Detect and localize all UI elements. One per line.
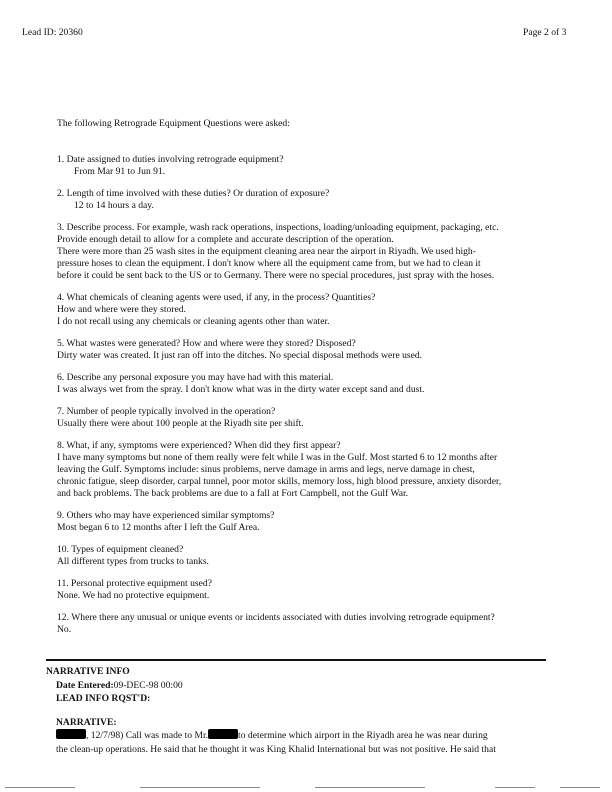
answer-text: No.: [57, 624, 72, 635]
answer-text: Dirty water was created. It just ran off into the ditches. No special disposal methods were used.: [57, 350, 423, 361]
date-entered-value: 09-DEC-98 00:00: [113, 679, 183, 691]
page-number: Page 2 of 3: [523, 27, 567, 38]
question-text: How and where were they stored.: [57, 304, 186, 315]
question-text: 9. Others who may have experienced similar symptoms?: [57, 510, 275, 521]
question-text: 7. Number of people typically involved in the operation?: [57, 406, 276, 417]
question-item: [57, 154, 597, 178]
lead-id: Lead ID: 20360: [22, 27, 83, 38]
answer-text: None. We had no protective equipment.: [57, 590, 210, 601]
question-item: [57, 544, 597, 568]
question-text: 1. Date assigned to duties involving retrograde equipment?: [57, 154, 284, 165]
question-text: 10. Types of equipment cleaned?: [57, 544, 184, 555]
questions-section: [57, 118, 597, 646]
question-item: [57, 406, 597, 430]
question-text: 3. Describe process. For example, wash rack operations, inspections, loading/unloading equipment, packaging, etc.: [57, 222, 499, 233]
answer-text: I do not recall using any chemicals or cleaning agents other than water.: [57, 316, 330, 327]
narrative-info-title: NARRATIVE INFO: [46, 666, 130, 677]
narrative-text: the clean-up operations. He said that he thought it was King Khalid International but was not positive. He said that: [56, 743, 496, 755]
narrative-info-section: [46, 665, 586, 756]
answer-text: 12 to 14 hours a day.: [74, 200, 154, 211]
question-list: [57, 154, 597, 636]
question-item: [57, 578, 597, 602]
question-item: [57, 440, 597, 500]
question-item: [57, 188, 597, 212]
redaction-block: [208, 729, 238, 739]
date-entered-label: Date Entered:: [56, 679, 114, 691]
question-text: 11. Personal protective equipment used?: [57, 578, 212, 589]
question-text: 2. Length of time involved with these duties? Or duration of exposure?: [57, 188, 330, 199]
question-item: [57, 510, 597, 534]
answer-text: Usually there were about 100 people at the Riyadh site per shift.: [57, 418, 304, 429]
answer-text: before it could be sent back to the US or to Germany. There were no special procedures, just spray with the hoses.: [57, 270, 495, 281]
question-item: [57, 372, 597, 396]
question-text: 6. Describe any personal exposure you may have had with this material.: [57, 372, 334, 383]
footer-scan-marks: [0, 787, 612, 789]
answer-text: chronic fatigue, sleep disorder, carpal tunnel, poor motor skills, memory loss, high blood pressure, anxiety disorder,: [57, 476, 502, 487]
narrative-label: NARRATIVE:: [56, 716, 117, 728]
redaction-block: [56, 729, 86, 739]
question-text: Provide enough detail to allow for a complete and accurate description of the operation.: [57, 234, 394, 245]
answer-text: All different types from trucks to tanks.: [57, 556, 209, 567]
narrative-text: to determine which airport in the Riyadh area he was near during: [238, 730, 488, 741]
question-text: 4. What chemicals of cleaning agents were used, if any, in the process? Quantities?: [57, 292, 376, 303]
answer-text: I have many symptoms but none of them really were felt while I was in the Gulf. Most started 6 to 12 months after: [57, 452, 498, 463]
question-text: 12. Where there any unusual or unique events or incidents associated with duties involving retrograde equipment?: [57, 612, 495, 623]
question-item: [57, 338, 597, 362]
question-item: [57, 222, 597, 282]
answer-text: and back problems. The back problems are due to a fall at Fort Campbell, not the Gulf War.: [57, 488, 409, 499]
question-item: [57, 612, 597, 636]
answer-text: Most began 6 to 12 months after I left the Gulf Area.: [57, 522, 260, 533]
question-text: 8. What, if any, symptoms were experienced? When did they first appear?: [57, 440, 341, 451]
lead-info-label: LEAD INFO RQST'D:: [56, 693, 151, 704]
question-item: [57, 292, 597, 328]
question-text: 5. What wastes were generated? How and where were they stored? Disposed?: [57, 338, 356, 349]
answer-text: pressure hoses to clean the equipment. I don't know where all the equipment came from, but we had to clean it: [57, 258, 481, 269]
narrative-text: , 12/7/98) Call was made to Mr.: [86, 730, 209, 741]
answer-text: There were more than 25 wash sites in the equipment cleaning area near the airport in Riyadh. We used high-: [57, 246, 476, 257]
section-divider: [46, 659, 546, 661]
answer-text: I was always wet from the spray. I don't know what was in the dirty water except sand and dust.: [57, 384, 425, 395]
answer-text: leaving the Gulf. Symptoms include: sinus problems, nerve damage in arms and legs, nerve damage in chest,: [57, 464, 475, 475]
answer-text: From Mar 91 to Jun 91.: [74, 166, 166, 177]
intro-text: The following Retrograde Equipment Questions were asked:: [57, 118, 290, 129]
